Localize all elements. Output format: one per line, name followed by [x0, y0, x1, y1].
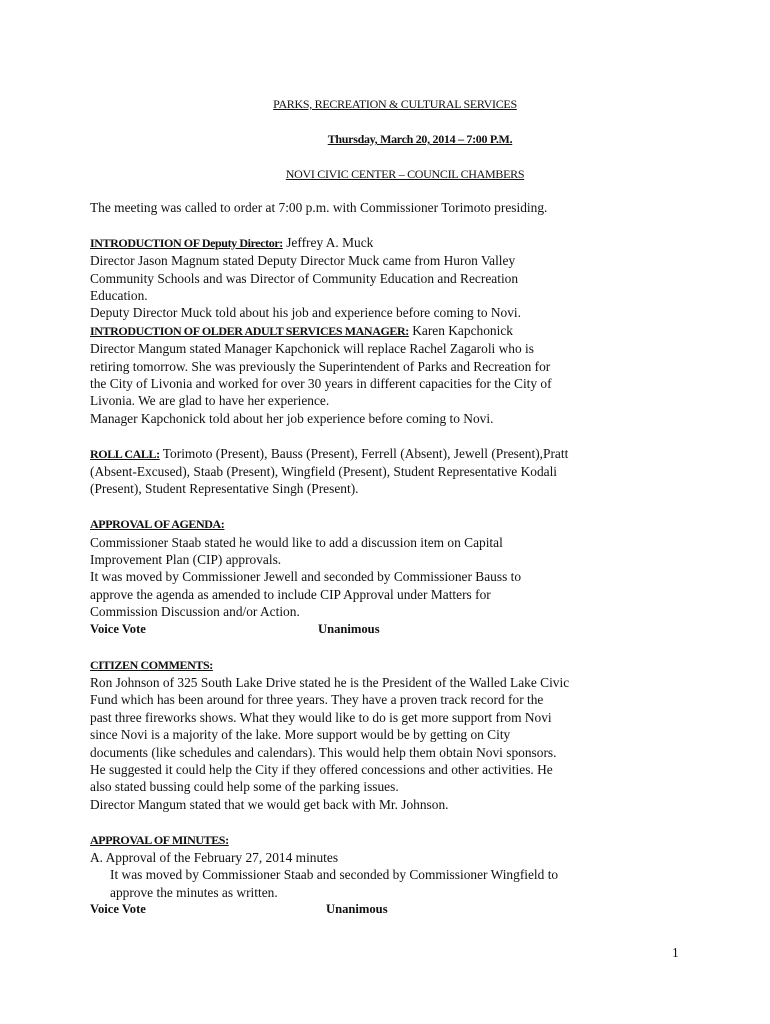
- roll-call-line: (Absent-Excused), Staab (Present), Wingfield (Present), Student Representative Kodali: [90, 464, 558, 480]
- agenda-line: Improvement Plan (CIP) approvals.: [90, 552, 282, 568]
- agenda-line: Commission Discussion and/or Action.: [90, 604, 300, 620]
- intro-deputy-line: Director Jason Magnum stated Deputy Director Muck came from Huron Valley: [90, 253, 516, 269]
- minutes-vote-label: Voice Vote: [90, 902, 146, 917]
- intro-manager-label: INTRODUCTION OF OLDER ADULT SERVICES MANAGER:: [90, 323, 409, 338]
- intro-deputy-label: INTRODUCTION OF Deputy Director:: [90, 235, 283, 250]
- agenda-line: It was moved by Commissioner Jewell and seconded by Commissioner Bauss to: [90, 569, 522, 585]
- intro-deputy-line: Deputy Director Muck told about his job and experience before coming to Novi.: [90, 305, 521, 321]
- roll-call-first-line: Torimoto (Present), Bauss (Present), Ferrell (Absent), Jewell (Present),Pratt: [159, 445, 569, 461]
- intro-deputy-heading: [90, 234, 690, 252]
- minutes-item: A. Approval of the February 27, 2014 minutes: [90, 849, 339, 865]
- agenda-heading: [90, 515, 690, 533]
- minutes-label: APPROVAL OF MINUTES:: [90, 832, 229, 847]
- citizen-line: Director Mangum stated that we would get back with Mr. Johnson.: [90, 796, 449, 812]
- intro-manager-name: Karen Kapchonick: [408, 322, 513, 338]
- agenda-label: APPROVAL OF AGENDA:: [90, 517, 225, 532]
- citizen-line: also stated bussing could help some of the parking issues.: [90, 779, 399, 795]
- citizen-line: documents (like schedules and calendars). This would help them obtain Novi sponsors.: [90, 744, 557, 760]
- minutes-line: approve the minutes as written.: [110, 884, 278, 900]
- citizen-label: CITIZEN COMMENTS:: [90, 657, 213, 672]
- intro-manager-line: retiring tomorrow. She was previously the Superintendent of Parks and Recreation for: [90, 358, 551, 374]
- citizen-line: past three fireworks shows. What they would like to do is get more support from Novi: [90, 709, 552, 725]
- intro-deputy-line: Education.: [90, 288, 148, 304]
- intro-manager-line: Manager Kapchonick told about her job experience before coming to Novi.: [90, 410, 494, 426]
- roll-call-label: ROLL CALL:: [90, 446, 160, 461]
- minutes-body: [90, 199, 690, 919]
- document-title: PARKS, RECREATION & CULTURAL SERVICES: [273, 97, 517, 111]
- roll-call-line: (Present), Student Representative Singh (Present).: [90, 481, 359, 497]
- intro-deputy-name: Jeffrey A. Muck: [282, 234, 374, 250]
- page-number: 1: [672, 945, 679, 960]
- citizen-heading: [90, 656, 690, 674]
- roll-call-heading: [90, 445, 690, 463]
- meeting-date: Thursday, March 20, 2014 – 7:00 P.M.: [327, 132, 513, 146]
- agenda-vote: [90, 621, 690, 638]
- agenda-vote-result: Unanimous: [318, 621, 380, 636]
- minutes-vote-result: Unanimous: [326, 902, 388, 917]
- agenda-vote-label: Voice Vote: [90, 621, 146, 636]
- agenda-line: approve the agenda as amended to include CIP Approval under Matters for: [90, 586, 491, 602]
- citizen-line: Ron Johnson of 325 South Lake Drive stated he is the President of the Walled Lake Civic: [90, 674, 570, 690]
- intro-manager-line: Livonia. We are glad to have her experience.: [90, 393, 330, 409]
- intro-deputy-line: Community Schools and was Director of Community Education and Recreation: [90, 270, 519, 286]
- citizen-line: since Novi is a majority of the lake. More support would be by getting on City: [90, 727, 511, 743]
- intro-manager-line: Director Mangum stated Manager Kapchonick will replace Rachel Zagaroli who is: [90, 341, 534, 357]
- minutes-line: It was moved by Commissioner Staab and seconded by Commissioner Wingfield to: [110, 867, 559, 883]
- citizen-line: He suggested it could help the City if they offered concessions and other activities. He: [90, 761, 553, 777]
- minutes-heading: [90, 831, 690, 849]
- opening-statement: The meeting was called to order at 7:00 p.m. with Commissioner Torimoto presiding.: [90, 200, 548, 215]
- intro-manager-line: the City of Livonia and worked for over 30 years in different capacities for the City of: [90, 376, 552, 392]
- citizen-line: Fund which has been around for three years. They have a proven track record for the: [90, 692, 544, 708]
- minutes-vote: [90, 901, 690, 918]
- intro-manager-heading: [90, 322, 690, 340]
- agenda-line: Commissioner Staab stated he would like to add a discussion item on Capital: [90, 534, 503, 550]
- meeting-location: NOVI CIVIC CENTER – COUNCIL CHAMBERS: [285, 167, 525, 181]
